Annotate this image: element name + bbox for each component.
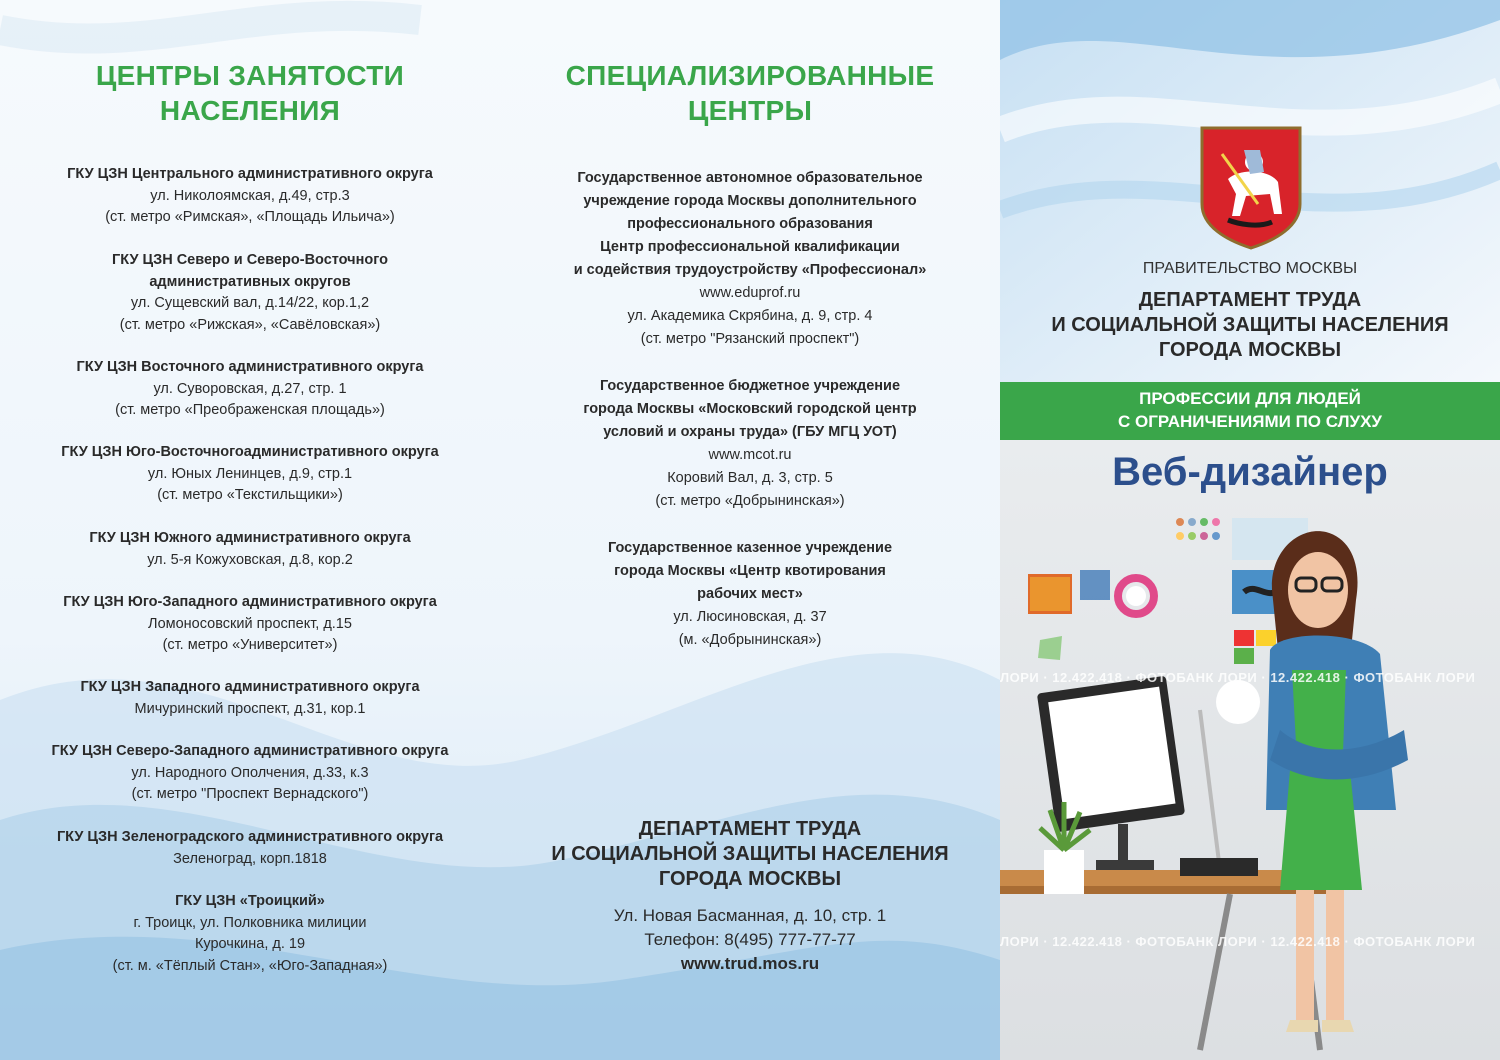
panel-specialized-centers [500,0,1000,1060]
list-item: Государственное автономное образовательное учреждение города Москвы дополнительного профессионального образования Центр профессиональной квалификации и содействия трудоустройству «Профессионал» www.eduprof.ru ул. Академика Скрябина, д. 9, стр. 4 (ст. метро "Рязанский проспект") [573,170,927,347]
list-item: Государственное бюджетное учреждение города Москвы «Московский городской центр условий и охраны труда» (ГБУ МГЦ УОТ) www.mcot.ru Коровий Вал, д. 3, стр. 5 (ст. метро «Добрынинская») [583,378,917,509]
list-item: ГКУ ЦЗН Северо и Северо-Восточного административных округов ул. Сущевский вал, д.14/22, кор.1,2 (ст. метро «Рижская», «Савёловская») [112,252,388,333]
moscow-coat-of-arms [1198,124,1304,250]
list-item: ГКУ ЦЗН Юго-Западного административного округа Ломоносовский проспект, д.15 (ст. метро «Университет») [63,594,437,653]
web-designer-photo [1000,440,1500,1060]
list-item: ГКУ ЦЗН Центрального административного округа ул. Николоямская, д.49, стр.3 (ст. метро «Римская», «Площадь Ильича») [67,166,433,225]
department-contacts [500,904,1000,976]
list-item: ГКУ ЦЗН Зеленоградского административного округа Зеленоград, корп.1818 [56,829,444,867]
list-item: Государственное казенное учреждение города Москвы «Центр квотирования рабочих мест» ул. Люсиновская, д. 37 (м. «Добрынинская») [607,540,893,648]
department-title: ДЕПАРТАМЕНТ ТРУДА И СОЦИАЛЬНОЙ ЗАЩИТЫ НАСЕЛЕНИЯ ГОРОДА МОСКВЫ [551,818,949,890]
department-title: ДЕПАРТАМЕНТ ТРУДА И СОЦИАЛЬНОЙ ЗАЩИТЫ НАСЕЛЕНИЯ ГОРОДА МОСКВЫ [1051,289,1449,361]
list-item: ГКУ ЦЗН Северо-Западного административного округа ул. Народного Ополчения, д.33, к.3 (ст. метро "Проспект Вернадского") [51,743,449,802]
government-label: ПРАВИТЕЛЬСТВО МОСКВЫ [1142,260,1358,277]
list-item: ГКУ ЦЗН Западного административного округа Мичуринский проспект, д.31, кор.1 [80,679,420,717]
watermark: ЛОРИ · 12.422.418 · ФОТОБАНК ЛОРИ · 12.422.418 · ФОТОБАНК ЛОРИ [1000,934,1476,949]
list-item: ГКУ ЦЗН Юго-Восточногоадминистративного округа ул. Юных Ленинцев, д.9, стр.1 (ст. метро «Текстильщики») [61,444,439,503]
profession-title: Веб-дизайнер [1112,450,1388,494]
panel-title: ЦЕНТРЫ ЗАНЯТОСТИ НАСЕЛЕНИЯ [95,60,405,126]
panel-cover [1000,0,1500,1060]
list-item: ГКУ ЦЗН Южного административного округа ул. 5-я Кожуховская, д.8, кор.2 [89,530,411,568]
panel-employment-centers [0,0,500,1060]
phone: Телефон: 8(495) 777-77-77 [644,930,856,949]
list-item: ГКУ ЦЗН «Троицкий» г. Троицк, ул. Полковника милиции Курочкина, д. 19 (ст. м. «Тёплый Стан», «Юго-Западная») [112,893,388,974]
watermark: ЛОРИ · 12.422.418 · ФОТОБАНК ЛОРИ · 12.422.418 · ФОТОБАНК ЛОРИ [1000,670,1476,685]
panel-title: СПЕЦИАЛИЗИРОВАННЫЕ ЦЕНТРЫ [565,60,935,126]
website-link[interactable]: www.trud.mos.ru [680,954,820,973]
address: Ул. Новая Басманная, д. 10, стр. 1 [613,906,887,925]
profession-category-banner: ПРОФЕССИИ ДЛЯ ЛЮДЕЙ С ОГРАНИЧЕНИЯМИ ПО СЛУХУ [1000,382,1500,440]
list-item: ГКУ ЦЗН Восточного административного округа ул. Суворовская, д.27, стр. 1 (ст. метро «Преображенская площадь») [76,359,424,418]
